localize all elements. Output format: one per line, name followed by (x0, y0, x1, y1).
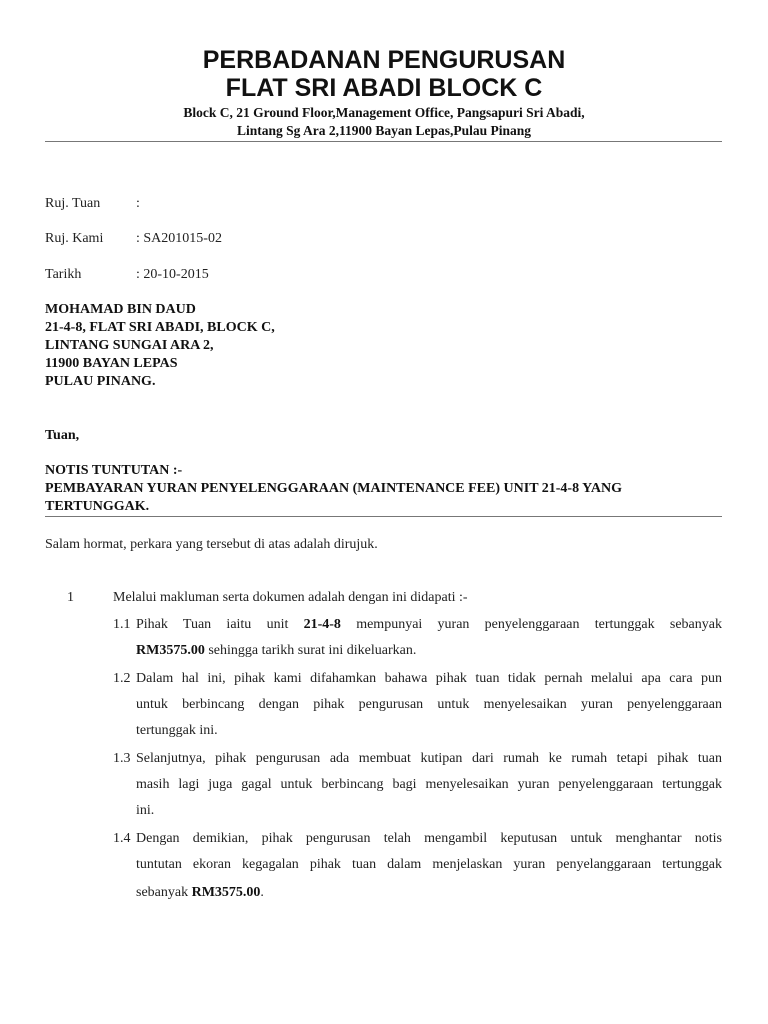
item-1-1-line2 (136, 642, 416, 660)
section-number: 1 (67, 590, 74, 605)
ruj-tuan-label: Ruj. Tuan (45, 196, 101, 211)
tarikh-value: : 20-10-2015 (136, 267, 209, 282)
item-text: mempunyai yuran penyelenggaraan tertunggak sebanyak (340, 617, 722, 632)
item-text: . (260, 885, 264, 900)
amount: RM3575.00 (191, 885, 261, 900)
recipient-address-line4: PULAU PINANG. (45, 374, 156, 389)
item-text: sehingga tarikh surat ini dikeluarkan. (204, 643, 417, 658)
unit-number: 21-4-8 (303, 617, 341, 632)
greeting-paragraph: Salam hormat, perkara yang tersebut di atas adalah dirujuk. (45, 537, 378, 552)
recipient-name: MOHAMAD BIN DAUD (45, 302, 196, 317)
header-divider (45, 141, 722, 142)
recipient-address-line1: 21-4-8, FLAT SRI ABADI, BLOCK C, (45, 320, 275, 335)
ruj-kami-value: : SA201015-02 (136, 231, 222, 246)
org-address-line2: Lintang Sg Ara 2,11900 Bayan Lepas,Pulau Pinang (236, 123, 532, 138)
salutation: Tuan, (45, 428, 80, 443)
ruj-tuan-value: : (136, 196, 140, 211)
item-1-2-line3: tertunggak ini. (136, 723, 218, 738)
item-1-4-line2: tuntutan ekoran kegagalan pihak tuan dalam menjelaskan yuran penyelanggaraan tertunggak (136, 857, 722, 872)
item-number: 1.3 (113, 751, 131, 766)
item-1-2-line1: Dalam hal ini, pihak kami difahamkan bahawa pihak tuan tidak pernah melalui apa cara pun (136, 671, 722, 686)
item-number: 1.2 (113, 671, 131, 686)
item-1-2-line2: untuk berbincang dengan pihak pengurusan untuk menyelesaikan yuran penyelenggaraan (136, 697, 722, 712)
org-address-line1: Block C, 21 Ground Floor,Management Office, Pangsapuri Sri Abadi, (183, 105, 585, 120)
item-text: sebanyak (136, 885, 192, 900)
org-title-line2: FLAT SRI ABADI BLOCK C (225, 74, 543, 102)
recipient-address-line2: LINTANG SUNGAI ARA 2, (45, 338, 214, 353)
item-1-4-line1: Dengan demikian, pihak pengurusan telah mengambil keputusan untuk menghantar notis (136, 831, 722, 846)
subject-divider (45, 516, 722, 517)
ruj-kami-label: Ruj. Kami (45, 231, 104, 246)
subject-line3: TERTUNGGAK. (45, 499, 150, 514)
item-text: Pihak Tuan iaitu unit (136, 617, 304, 632)
amount: RM3575.00 (136, 643, 205, 658)
item-number: 1.4 (113, 831, 131, 846)
item-1-3-line1: Selanjutnya, pihak pengurusan ada membuat kutipan dari rumah ke rumah tetapi pihak tuan (136, 751, 722, 766)
subject-line1: NOTIS TUNTUTAN :- (45, 463, 183, 478)
recipient-address-line3: 11900 BAYAN LEPAS (45, 356, 178, 371)
item-1-3-line2: masih lagi juga gagal untuk berbincang bagi menyelesaikan yuran penyelenggaraan tertunggak (136, 777, 722, 792)
subject-line2: PEMBAYARAN YURAN PENYELENGGARAAN (MAINTENANCE FEE) UNIT 21-4-8 YANG (45, 481, 623, 496)
section-intro: Melalui makluman serta dokumen adalah dengan ini didapati :- (113, 590, 468, 605)
item-1-3-line3: ini. (136, 803, 155, 818)
item-number: 1.1 (113, 617, 131, 632)
item-1-4-line3 (136, 884, 264, 902)
tarikh-label: Tarikh (45, 267, 82, 282)
item-1-1-line1 (136, 616, 722, 634)
org-title-line1: PERBADANAN PENGURUSAN (202, 46, 566, 74)
